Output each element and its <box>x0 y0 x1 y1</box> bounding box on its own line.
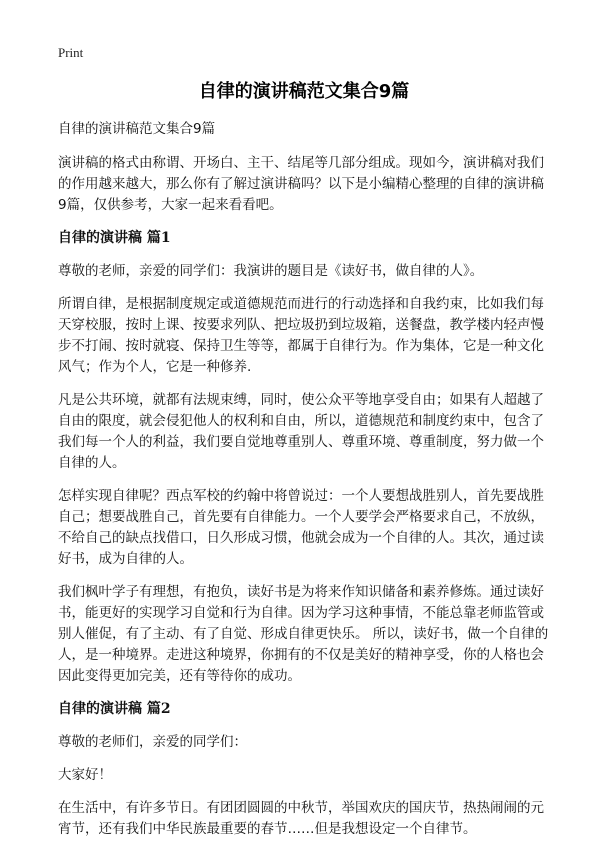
section-heading-2: 自律的演讲稿 篇2 <box>58 701 171 717</box>
print-link[interactable]: Print <box>58 45 84 60</box>
document-title: 自律的演讲稿范文集合9篇 <box>198 81 410 102</box>
section-1-paragraph-4: 怎样实现自律呢？西点军校的约翰中将曾说过：一个人要想战胜别人，首先要战胜自己；想要战胜自己，首先要有自律能力。一个人要学会严格要求自己，不放纵，不给自己的缺点找借口，日久形成习惯，他就会成为一个自律的人。其次，通过读好书，成为自律的人。 <box>58 488 544 567</box>
section-2-paragraph-2: 大家好！ <box>58 767 112 783</box>
article-body <box>58 119 550 852</box>
section-heading-1: 自律的演讲稿 篇1 <box>58 230 171 246</box>
article-subtitle: 自律的演讲稿范文集合9篇 <box>58 121 216 137</box>
intro-paragraph: 演讲稿的格式由称谓、开场白、主干、结尾等几部分组成。现如今，演讲稿对我们的作用越来越大，那么你有了解过演讲稿吗？以下是小编精心整理的自律的演讲稿9篇，仅供参考，大家一起来看看吧。 <box>58 155 544 213</box>
section-1-paragraph-3: 凡是公共环境，就都有法规束缚，同时，使公众平等地享受自由；如果有人超越了自由的限度，就会侵犯他人的权利和自由，所以，道德规范和制度约束中，包含了我们每一个人的利益，我们要自觉地尊重别人、尊重环境、尊重制度，努力做一个自律的人。 <box>58 392 544 471</box>
section-1-paragraph-5: 我们枫叶学子有理想，有抱负，读好书是为将来作知识储备和素养修炼。通过读好书，能更好的实现学习自觉和行为自律。因为学习这种事情，不能总靠老师监管或别人催促，有了主动、有了自觉、形成自律更快乐。 所以，读好书，做一个自律的人，是一种境界。走进这种境界，你拥有的不仅是美好的精神享受，你的人格也会因此变得更加完美，还有等待你的成功。 <box>58 584 549 684</box>
section-2-paragraph-3: 在生活中，有许多节日。有团团圆圆的中秋节，举国欢庆的国庆节，热热闹闹的元宵节，还有我们中华民族最重要的春节……但是我想设定一个自律节。 <box>58 800 544 837</box>
section-1-paragraph-2: 所谓自律，是根据制度规定或道德规范而进行的行动选择和自我约束，比如我们每天穿校服，按时上课、按要求列队、把垃圾扔到垃圾箱，送餐盘，教学楼内轻声慢步不打闹、按时就寝、保持卫生等等，都属于自律行为。作为集体，它是一种文化风气；作为个人，它是一种修养. <box>58 296 544 375</box>
section-1-paragraph-1: 尊敬的老师，亲爱的同学们：我演讲的题目是《读好书，做自律的人》。 <box>58 263 484 279</box>
section-2-paragraph-1: 尊敬的老师们，亲爱的同学们： <box>58 734 247 750</box>
